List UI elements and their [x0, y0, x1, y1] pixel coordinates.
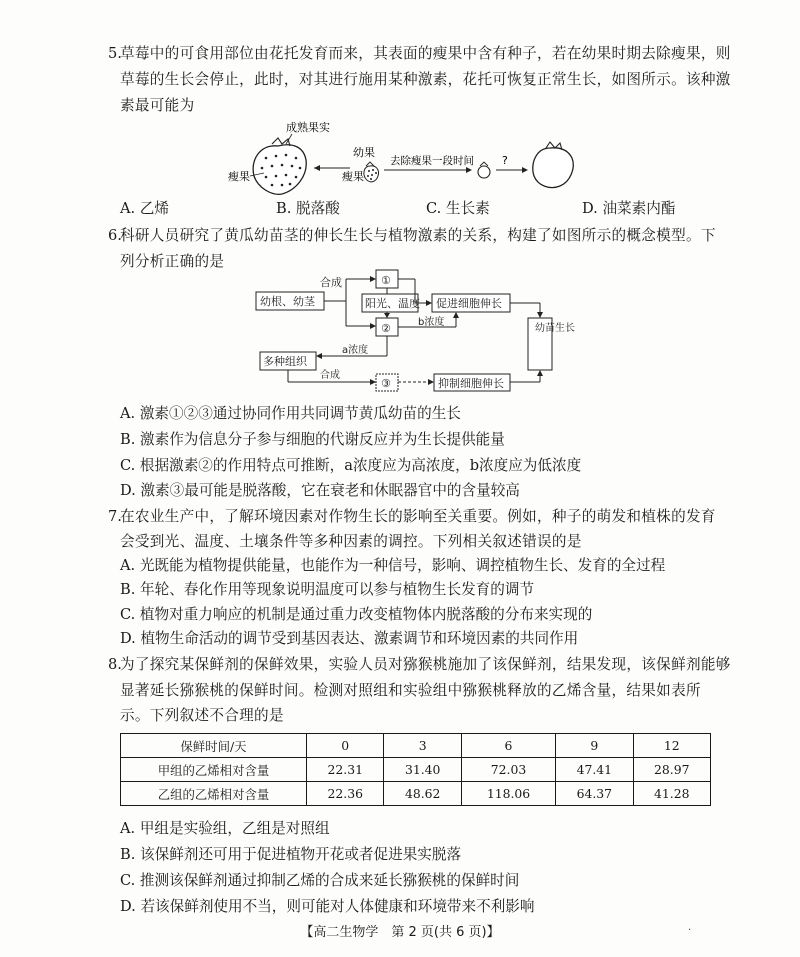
table-row — [121, 782, 711, 806]
q6-option-d[interactable]: D. 激素③最可能是脱落酸，它在衰老和休眠器官中的含量较高 — [120, 482, 520, 499]
table-cell: 48.62 — [384, 782, 461, 806]
box-source: 幼根、幼茎 — [260, 295, 315, 308]
q6-concept-model — [250, 270, 575, 396]
table-header-cell: 12 — [633, 734, 710, 758]
young-strawberry-icon — [364, 162, 379, 182]
label-b-conc: b浓度 — [418, 317, 445, 328]
q8-stem-line3: 示。下列叙述不合理的是 — [120, 707, 284, 724]
table-header-row — [121, 734, 711, 758]
box-promote: 促进细胞伸长 — [436, 297, 502, 310]
table-cell: 41.28 — [633, 782, 710, 806]
table-cell: 64.37 — [556, 782, 633, 806]
label-synth-bottom: 合成 — [320, 370, 340, 381]
hormone-2: ② — [381, 322, 391, 335]
q6-option-b[interactable]: B. 激素作为信息分子参与细胞的代谢反应并为生长提供能量 — [120, 431, 505, 448]
q5-stem-line1: 草莓中的可食用部位由花托发育而来，其表面的瘦果中含有种子，若在幼果时期去除瘦果，则 — [120, 45, 731, 62]
q8-option-b[interactable]: B. 该保鲜剂还可用于促进植物开花或者促进果实脱落 — [120, 846, 462, 863]
label-young-fruit: 幼果 — [353, 146, 375, 159]
q5-number: 5. — [108, 45, 122, 62]
q7-option-a[interactable]: A. 光既能为植物提供能量，也能作为一种信号，影响、调控植物生长、发育的全过程 — [120, 557, 666, 574]
table-cell: 22.36 — [307, 782, 384, 806]
table-row — [121, 758, 711, 782]
q8-ethylene-table — [120, 733, 711, 806]
q8-option-a[interactable]: A. 甲组是实验组，乙组是对照组 — [120, 820, 330, 837]
q8-option-c[interactable]: C. 推测该保鲜剂通过抑制乙烯的合成来延长猕猴桃的保鲜时间 — [120, 872, 520, 889]
label-mature-fruit: 成熟果实 — [286, 121, 330, 134]
table-header-cell: 9 — [556, 734, 633, 758]
label-achene-right: 瘦果 — [342, 170, 364, 183]
receptacle-grown-icon — [533, 142, 573, 188]
table-cell: 乙组的乙烯相对含量 — [121, 782, 307, 806]
label-synth-top: 合成 — [320, 276, 342, 289]
q5-strawberry-figure — [220, 118, 600, 198]
label-achene-left: 瘦果 — [228, 170, 250, 183]
box-inhibit: 抑制细胞伸长 — [438, 377, 504, 390]
table-header-cell: 3 — [384, 734, 461, 758]
q5-option-c[interactable]: C. 生长素 — [426, 200, 490, 217]
table-header-cell: 保鲜时间/天 — [121, 734, 307, 758]
q7-option-c[interactable]: C. 植物对重力响应的机制是通过重力改变植物体内脱落酸的分布来实现的 — [120, 606, 593, 623]
hormone-1: ① — [381, 274, 391, 287]
q6-stem-line2: 列分析正确的是 — [120, 253, 225, 270]
table-cell: 28.97 — [633, 758, 710, 782]
box-light-temp: 阳光、温度 — [365, 297, 420, 310]
q7-option-d[interactable]: D. 植物生命活动的调节受到基因表达、激素调节和环境因素的共同作用 — [120, 630, 579, 647]
table-header-cell: 0 — [307, 734, 384, 758]
mature-strawberry-icon — [253, 138, 306, 194]
label-question: ? — [502, 154, 508, 167]
label-remove-achene: 去除瘦果一段时间 — [390, 155, 474, 167]
q6-stem-line1: 科研人员研究了黄瓜幼苗茎的伸长生长与植物激素的关系，构建了如图所示的概念模型。下 — [120, 227, 716, 244]
q6-option-c[interactable]: C. 根据激素②的作用特点可推断，a浓度应为高浓度，b浓度应为低浓度 — [120, 457, 582, 474]
table-cell: 31.40 — [384, 758, 461, 782]
q5-option-a[interactable]: A. 乙烯 — [120, 200, 170, 217]
q7-stem-line2: 会受到光、温度、土壤条件等多种因素的调控。下列相关叙述错误的是 — [120, 533, 582, 550]
hormone-3: ③ — [381, 377, 391, 390]
table-cell: 72.03 — [461, 758, 555, 782]
q8-stem-line1: 为了探究某保鲜剂的保鲜效果，实验人员对猕猴桃施加了该保鲜剂，结果发现，该保鲜剂能够 — [120, 656, 731, 673]
q5-stem-line2: 草莓的生长会停止，此时，对其进行施用某种激素，花托可恢复正常生长，如图所示。该种激 — [120, 71, 731, 88]
table-header-cell: 6 — [461, 734, 555, 758]
q7-option-b[interactable]: B. 年轮、春化作用等现象说明温度可以参与植物生长发育的调节 — [120, 581, 535, 598]
q7-stem-line1: 在农业生产中，了解环境因素对作物生长的影响至关重要。例如，种子的萌发和植株的发育 — [120, 508, 716, 525]
box-seedling: 幼苗生长 — [535, 323, 575, 334]
q5-stem-line3: 素最可能为 — [120, 97, 195, 114]
q8-option-d[interactable]: D. 若该保鲜剂使用不当，则可能对人体健康和环境带来不利影响 — [120, 898, 535, 915]
q5-option-b[interactable]: B. 脱落酸 — [276, 200, 340, 217]
q7-number: 7. — [108, 508, 122, 525]
table-cell: 118.06 — [461, 782, 555, 806]
q8-number: 8. — [108, 656, 122, 673]
receptacle-small-icon — [478, 162, 490, 178]
table-cell: 22.31 — [307, 758, 384, 782]
q6-number: 6. — [108, 227, 122, 244]
q5-option-d[interactable]: D. 油菜素内酯 — [582, 200, 676, 217]
table-cell: 47.41 — [556, 758, 633, 782]
box-many-tissues: 多种组织 — [263, 355, 307, 368]
page-footer: 【高二生物学 第 2 页(共 6 页)】 — [300, 925, 500, 940]
q8-stem-line2: 显著延长猕猴桃的保鲜时间。检测对照组和实验组中猕猴桃释放的乙烯含量，结果如表所 — [120, 682, 701, 699]
q6-option-a[interactable]: A. 激素①②③通过协同作用共同调节黄瓜幼苗的生长 — [120, 405, 461, 422]
corner-mark: · — [688, 925, 692, 936]
label-a-conc: a浓度 — [342, 345, 369, 356]
table-cell: 甲组的乙烯相对含量 — [121, 758, 307, 782]
